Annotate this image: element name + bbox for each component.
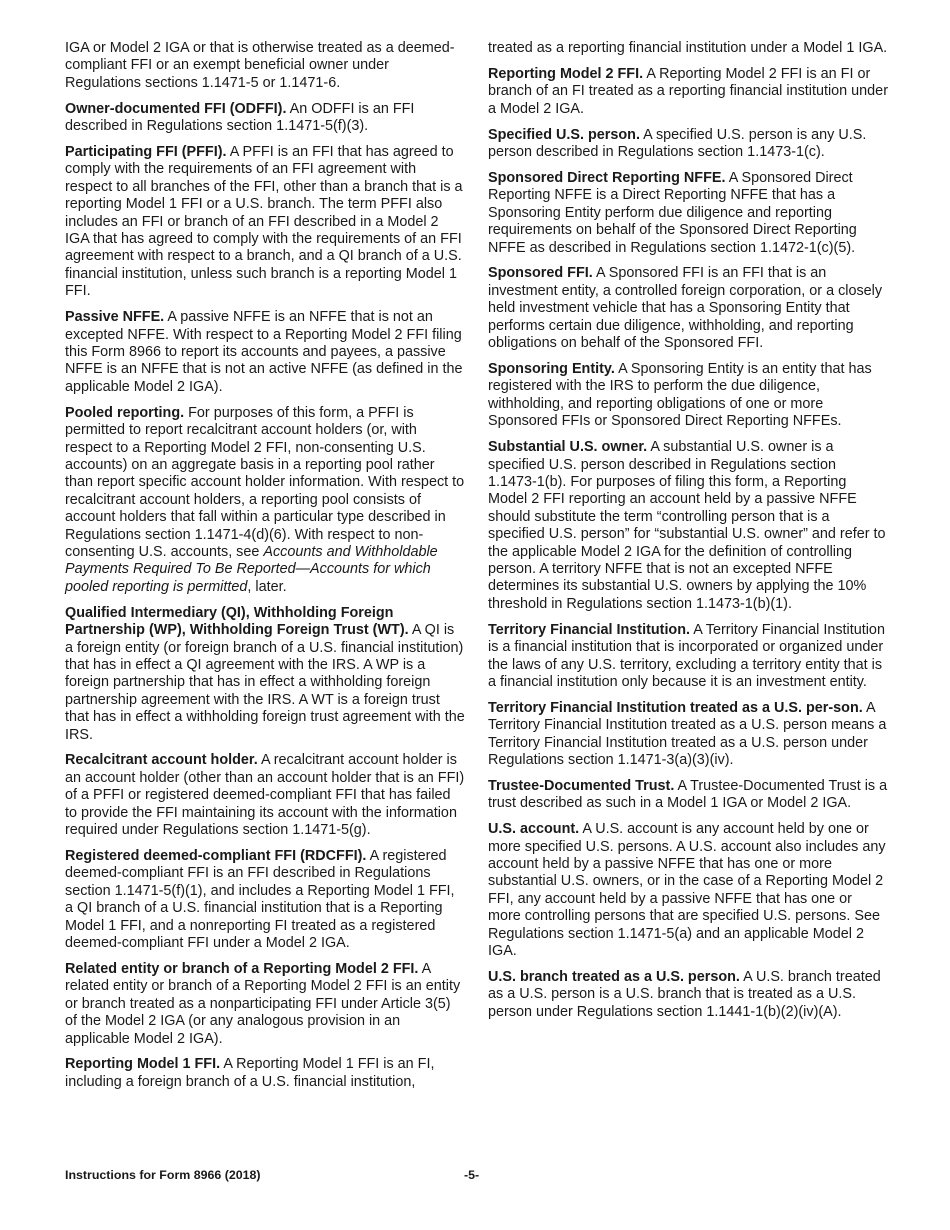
glossary-definition: A specified U.S. person is any U.S. person described in Regulations section 1.1473-1(c).: [488, 126, 867, 161]
glossary-term: Qualified Intermediary (QI), Withholding Foreign Partnership (WP), Withholding Foreign Trust (WT).: [65, 604, 409, 639]
glossary-entry: [488, 265, 888, 352]
glossary-definition: A Sponsored Direct Reporting NFFE is a Direct Reporting NFFE that has a Sponsoring Entity perform due diligence and reporting requirements on behalf of the Sponsored Direct Reporting NFFE as described in Regulations section 1.1472-1(c)(5).: [488, 169, 857, 256]
glossary-definition: A Reporting Model 1 FFI is an FI, including a foreign branch of a U.S. financial institution,: [65, 1056, 435, 1090]
page-number: -5-: [464, 1168, 480, 1182]
glossary-entry: [65, 1056, 465, 1091]
glossary-term: U.S. account.: [488, 821, 580, 838]
glossary-entry: [65, 309, 465, 396]
glossary-entry: [488, 778, 888, 813]
glossary-term: Substantial U.S. owner.: [488, 439, 648, 456]
glossary-definition: A Sponsoring Entity is an entity that has registered with the IRS to perform the due diligence, withholding, and reporting obligations of one or more Sponsored FFIs or Sponsored Direct Reporting NFFEs.: [488, 361, 872, 430]
glossary-term: Sponsoring Entity.: [488, 361, 615, 377]
glossary-term: Specified U.S. person.: [488, 126, 640, 143]
right-column: [488, 40, 888, 1030]
glossary-term: Reporting Model 1 FFI.: [65, 1056, 221, 1073]
cross-reference: Accounts and Withholdable Payments Required To Be Reported—Accounts for which pooled reporting is permitted: [65, 543, 438, 595]
glossary-entry: [65, 40, 465, 92]
glossary-definition: A passive NFFE is an NFFE that is not an excepted NFFE. With respect to a Reporting Model 2 FFI filing this Form 8966 to report its accounts and payees, a passive NFFE is an NFFE that is not an active NFFE (as defined in the applicable Model 2 IGA).: [65, 309, 463, 395]
definition-tail: , later.: [247, 578, 287, 595]
glossary-term: Territory Financial Institution.: [488, 621, 691, 638]
page-footer: [65, 1168, 885, 1186]
glossary-definition: A U.S. account is any account held by one or more specified U.S. persons. A U.S. account also includes any account held by a passive NFFE that has one or more substantial U.S. owners, or in the case of a Reporting Model 2 FFI, any account held by a passive NFFE that has one or more controlling persons that are specified U.S. persons. See Regulations section 1.1471-5(a) and an applicable Model 2 IGA.: [488, 821, 886, 960]
glossary-term: Reporting Model 2 FFI.: [488, 65, 644, 82]
glossary-entry: [488, 361, 888, 431]
glossary-term: Trustee-Documented Trust.: [488, 777, 675, 794]
glossary-definition: A Trustee-Documented Trust is a trust described as such in a Model 1 IGA or Model 2 IGA.: [488, 777, 888, 812]
glossary-entry: [65, 405, 465, 596]
glossary-entry: [488, 700, 888, 770]
glossary-term: Participating FFI (PFFI).: [65, 144, 227, 161]
glossary-term: Passive NFFE.: [65, 309, 165, 326]
glossary-entry: [488, 40, 888, 57]
glossary-entry: [65, 961, 465, 1048]
glossary-entry: [65, 605, 465, 744]
glossary-definition: A U.S. branch treated as a U.S. person is a U.S. branch that is treated as a U.S. person under Regulations section 1.1441-1(b)(2)(iv)(A).: [488, 969, 881, 1020]
left-column: [65, 40, 465, 1100]
glossary-definition: A recalcitrant account holder is an account holder (other than an account holder that is an FFI) of a PFFI or registered deemed-compliant FFI that has failed to provide the FFI maintaining its account with the information required under Regulations section 1.1471-5(g).: [65, 752, 465, 839]
glossary-definition: A QI is a foreign entity (or foreign branch of a U.S. financial institution) that has in effect a QI agreement with the IRS. A WP is a foreign partnership that has in effect a withholding foreign partnership agreement with the IRS. A WT is a foreign trust that has in effect a withholding foreign trust agreement with the IRS.: [65, 622, 465, 743]
glossary-term: Recalcitrant account holder.: [65, 752, 258, 769]
glossary-term: Territory Financial Institution treated as a U.S. per-son.: [488, 699, 863, 716]
glossary-definition: A related entity or branch of a Reporting Model 2 FFI is an entity or branch treated as a nonparticipating FFI under Article 3(5) of the Model 2 IGA (or any analogous provision in an applicable Model 2 IGA).: [65, 960, 461, 1047]
glossary-term: Related entity or branch of a Reporting Model 2 FFI.: [65, 960, 419, 977]
glossary-entry: [65, 752, 465, 839]
glossary-definition: A substantial U.S. owner is a specified U.S. person described in Regulations section 1.1473-1(b). For purposes of filing this form, a Reporting Model 2 FFI reporting an account held by a passive NFFE should substitute the term “controlling person that is a specified U.S. person” for “substantial U.S. owner” and refer to the applicable Model 2 IGA for the definition of controlling person. A territory NFFE that is not an excepted NFFE determines its substantial U.S. owners by applying the 10% threshold in Regulations section 1.1473-1(b)(1).: [488, 439, 886, 612]
glossary-term: Owner-documented FFI (ODFFI).: [65, 100, 287, 117]
glossary-term: Pooled reporting.: [65, 404, 185, 421]
glossary-definition: A Territory Financial Institution treated as a U.S. person means a Territory Financial Institution treated as a U.S. person under Regulations section 1.1471-3(a)(3)(iv).: [488, 699, 887, 769]
glossary-entry: [65, 101, 465, 136]
glossary-term: U.S. branch treated as a U.S. person.: [488, 969, 740, 985]
glossary-definition: A registered deemed-compliant FFI is an FFI described in Regulations section 1.1471-5(f)(1), and includes a Reporting Model 1 FFI, a QI branch of a U.S. financial institution that is a Reporting Model 1 FFI, and a nonreporting FI treated as a registered deemed-compliant FFI under a Model 2 IGA.: [65, 847, 455, 951]
glossary-definition: For purposes of this form, a PFFI is permitted to report recalcitrant account holders (or, with respect to a Reporting Model 2 FFI, non-consenting U.S. accounts) on an aggregate basis in a reporting pool rather than report specific account holder information. With respect to recalcitrant account holders, a reporting pool consists of account holders that fall within a particular type described in Regulations section 1.1471-4(d)(6). With respect to non-consenting U.S. accounts, see: [65, 404, 465, 560]
glossary-entry: [488, 622, 888, 692]
glossary-definition: An ODFFI is an FFI described in Regulations section 1.1471-5(f)(3).: [65, 100, 415, 135]
glossary-definition: A Sponsored FFI is an FFI that is an investment entity, a controlled foreign corporation, or a closely held investment vehicle that has a Sponsoring Entity that performs certain due diligence, withholding, and reporting obligations on behalf of the Sponsored FFI.: [488, 265, 883, 352]
footer-document-title: Instructions for Form 8966 (2018): [65, 1168, 261, 1182]
glossary-entry: [488, 66, 888, 118]
glossary-entry: [488, 127, 888, 162]
glossary-entry: [488, 170, 888, 257]
glossary-term: Sponsored FFI.: [488, 265, 593, 282]
glossary-definition: IGA or Model 2 IGA or that is otherwise treated as a deemed-compliant FFI or an exempt beneficial owner under Regulations sections 1.1471-5 or 1.1471-6.: [65, 40, 455, 91]
glossary-term: Sponsored Direct Reporting NFFE.: [488, 169, 726, 186]
glossary-definition: A Territory Financial Institution is a financial institution that is incorporated or organized under the laws of any U.S. territory, excluding a territory entity that is a financial institution only because it is an investment entity.: [488, 621, 885, 690]
glossary-entry: [65, 848, 465, 952]
glossary-entry: [488, 439, 888, 613]
glossary-definition: A Reporting Model 2 FFI is an FI or branch of an FI treated as a reporting financial institution under a Model 2 IGA.: [488, 65, 888, 117]
glossary-entry: [65, 144, 465, 301]
glossary-entry: [488, 821, 888, 960]
glossary-entry: [488, 969, 888, 1021]
glossary-definition: treated as a reporting financial institution under a Model 1 IGA.: [488, 40, 888, 56]
glossary-definition: A PFFI is an FFI that has agreed to comply with the requirements of an FFI agreement with respect to all branches of the FFI, other than a branch that is a reporting Model 1 FFI or a U.S. branch. The term PFFI also includes an FFI or branch of an FFI described in a Model 2 IGA that has agreed to comply with the requirements of an FFI agreement with respect to a branch, and a QI branch of a U.S. financial institution, unless such branch is a reporting Model 1 FFI.: [65, 144, 463, 300]
glossary-term: Registered deemed-compliant FFI (RDCFFI).: [65, 847, 367, 864]
